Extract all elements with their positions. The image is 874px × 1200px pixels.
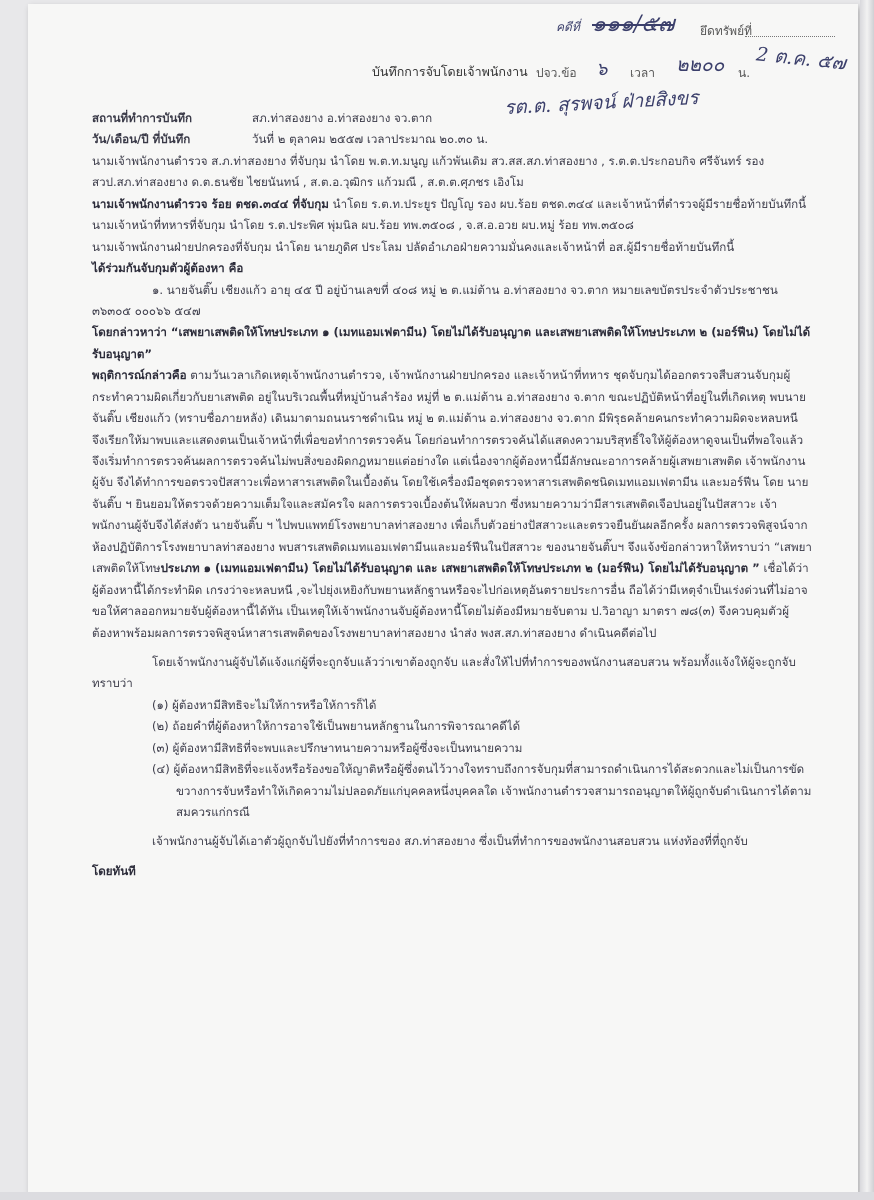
officer-signature-handwritten: รต.ต. สุรพจน์ ฝ่ายสิงขร — [503, 86, 699, 120]
officers-police: นามเจ้าพนักงานตำรวจ ส.ภ.ท่าสองยาง ที่จับกุม นำโดย พ.ต.ท.มนูญ แก้วพันเดิม สว.สส.สภ.ท่าสองยาง , ร.ต.ต.ประกอบกิจ ศรีจันทร์ รอง สวป.สภ.ท่าสองยาง ด.ต.ธนชัย ไชยนันทน์ , ส.ต.อ.วุฒิกร แก้วมณี , ส.ต.ต.ศุภชร เอิงโม — [92, 153, 765, 190]
document-body — [92, 108, 812, 882]
right-item: (๒) ถ้อยคำที่ผู้ต้องหาให้การอาจใช้เป็นพยานหลักฐานในการพิจารณาคดีได้ — [152, 719, 521, 734]
right-item: (๓) ผู้ต้องหามีสิทธิที่จะพบและปรึกษาทนายความหรือผู้ซึ่งจะเป็นทนายความ — [152, 740, 523, 755]
joint-arrest — [92, 258, 812, 279]
time-handwritten: ๒๒๐๐ — [676, 54, 725, 76]
circumstances-charge: ประเภท ๑ (เมทแอมเฟตามีน) โดยไม่ได้รับอนุญาต และ เสพยาเสพติดให้โทษประเภท ๒ (มอร์ฟีน) โดยไม่ได้รับอนุญาต ” — [160, 561, 760, 576]
date-value: วันที่ ๒ ตุลาคม ๒๕๕๗ เวลาประมาณ ๒๐.๓๐ น. — [252, 132, 489, 147]
date-row — [92, 129, 812, 150]
time-suffix: น. — [738, 66, 751, 80]
time-label: เวลา — [630, 66, 655, 80]
officers-border-patrol — [92, 194, 812, 215]
page-edge — [860, 0, 874, 1200]
seized-label: ยึดทรัพย์ที่ — [700, 24, 753, 38]
report-number-handwritten: ๖ — [596, 59, 608, 80]
case-number-handwritten: ๑๑๑/๕๗ — [592, 12, 675, 37]
circumstances-label: พฤติการณ์กล่าวคือ — [92, 368, 187, 383]
charge-text: โดยกล่าวหาว่า “เสพยาเสพติดให้โทษประเภท ๑ (เมทแอมเฟตามีน) โดยไม่ได้รับอนุญาต และเสพยาเสพติดให้โทษประเภท ๒ (มอร์ฟีน) โดยไม่ได้รับอนุญาต” — [92, 325, 811, 361]
closing: เจ้าพนักงานผู้จับได้เอาตัวผู้ถูกจับไปยังที่ทำการของ สภ.ท่าสองยาง ซึ่งเป็นที่ทำการของพนักงานสอบสวน แห่งท้องที่ที่ถูกจับ — [152, 834, 748, 849]
circumstances-text-2: เชื่อได้ว่าผู้ต้องหานี้ได้กระทำผิด เกรงว่าจะหลบหนี ,จะไปยุ่งเหยิงกับพยานหลักฐานหรือจะไปก่อเหตุอันตรายประการอื่น ถือได้ว่ามีเหตุจำเป็นเร่งด่วนที่ไม่อาจขอให้ศาลออกหมายจับผู้ต้องหานี้ได้ทัน เป็นเหตุให้เจ้าพนักงานจับผู้ต้องหานี้โดยไม่ต้องมีหมายจับตาม ป.วิอาญา มาตรา ๗๘(๓) จึงควบคุมตัวผู้ต้องหาพร้อมผลการตรวจพิสูจน์หาสารเสพติดของโรงพยาบาลท่าสองยาง นำส่ง พงส.สภ.ท่าสองยาง ดำเนินคดีต่อไป — [92, 561, 809, 640]
closing-end — [92, 861, 812, 882]
officers-border-text: นำโดย ร.ต.ท.ประยูร ปัญโญ รอง ผบ.ร้อย ตชด.๓๔๔ และเจ้าหน้าที่ตำรวจผู้มีรายชื่อท้ายบันทึกนี้ — [328, 196, 807, 211]
right-item: (๔) ผู้ต้องหามีสิทธิที่จะแจ้งหรือร้องขอให้ญาติหรือผู้ซึ่งตนไว้วางใจทราบถึงการจับกุมที่สามารถดำเนินการได้สะดวกและไม่เป็นการขัดขวางการจับหรือทำให้เกิดความไม่ปลอดภัยแก่บุคคลหนึ่งบุคคลใด เจ้าพนักงานตำรวจสามารถอนุญาตให้ผู้ถูกจับดำเนินการได้ตามสมควรแก่กรณี — [152, 762, 812, 819]
case-label: คดีที่ — [556, 20, 580, 34]
date-handwritten: 2 ต.ค. ๕๗ — [755, 43, 847, 75]
charge — [92, 322, 812, 365]
officers-border-label: นามเจ้าพนักงานตำรวจ ร้อย ตชด.๓๔๔ ที่จับกุม — [92, 196, 329, 211]
place-label: สถานที่ทำการบันทึก — [92, 111, 193, 125]
joint-arrest-text: ได้ร่วมกันจับกุมตัวผู้ต้องหา คือ — [92, 261, 244, 276]
officers-admin: นามเจ้าพนักงานฝ่ายปกครองที่จับกุม นำโดย นายภูดิศ ประโลม ปลัดอำเภอฝ่ายความมั่นคงและเจ้าหน้าที่ อส.ผู้มีรายชื่อท้ายบันทึกนี้ — [92, 239, 735, 254]
page-bottom-edge — [0, 1192, 874, 1200]
circumstances-text-1: ตามวันเวลาเกิดเหตุเจ้าพนักงานตำรวจ, เจ้าพนักงานฝ่ายปกครอง และเจ้าหน้าที่ทหาร ชุดจับกุมได้ออกตรวจสืบสวนจับกุมผู้กระทำความผิดเกี่ยวกับยาเสพติด อยู่ในบริเวณพื้นที่หมู่บ้านลำร้อง หมู่ที่ ๒ ต.แม่ต้าน อ.ท่าสองยาง จ.ตาก ขณะปฏิบัติหน้าที่อยู่ในที่เกิดเหตุ พบนายจันติ๊บ เชียงแก้ว (ทราบชื่อภายหลัง) เดินมาตามถนนราชดำเนิน หมู่ ๒ ต.แม่ต้าน อ.ท่าสองยาง จว.ตาก มีพิรุธคล้ายคนกระทำความผิดจะหลบหนี จึงเรียกให้มาพบและแสดงตนเป็นเจ้าหน้าที่เพื่อขอทำการตรวจค้น โดยก่อนทำการตรวจค้นได้แสดงความบริสุทธิ์ใจให้ผู้ต้องหาดูจนเป็นที่พอใจแล้ว จึงเริ่มทำการตรวจค้นผลการตรวจค้นไม่พบสิ่งของผิดกฎหมายแต่อย่างใด แต่เนื่องจากผู้ต้องหานี้มีลักษณะอาการคล้ายผู้เสพยาเสพติด เจ้าพนักงานผู้จับ จึงได้ทำการขอตรวจปัสสาวะเพื่อหาสารเสพติดในเบื้องต้น โดยใช้เครื่องมือชุดตรวจหาสารเสพติดชนิดเมทแอมเฟตามีน และมอร์ฟีน โดย นายจันติ๊บ ฯ ยินยอมให้ตรวจด้วยความเต็มใจและสมัครใจ ผลการตรวจเบื้องต้นให้ผลบวก ซึ่งหมายความว่ามีสารเสพติดเจือปนอยู่ในปัสสาวะ เจ้าพนักงานผู้จับจึงได้ส่งตัว นายจันติ๊บ ฯ ไปพบแพทย์โรงพยาบาลท่าสองยาง เพื่อเก็บตัวอย่างปัสสาวะและตรวจยืนยันผลอีกครั้ง ผลการตรวจพิสูจน์จากห้องปฏิบัติการโรงพยาบาลท่าสองยาง พบสารเสพติดเมทแอมเฟตามีนและมอร์ฟีนในปัสสาวะ ของนายจันติ๊บฯ จึงแจ้งข้อกล่าวหาให้ทราบว่า “เสพยาเสพติดให้โทษ — [92, 368, 812, 576]
place-row — [92, 108, 812, 129]
page-title: บันทึกการจับโดยเจ้าพนักงาน — [372, 64, 528, 79]
date-label: วัน/เดือน/ปี ที่บันทึก — [92, 132, 191, 147]
seized-dotted-line — [745, 36, 835, 37]
rights-intro: โดยเจ้าพนักงานผู้จับได้แจ้งแก่ผู้ที่จะถูกจับแล้วว่าเขาต้องถูกจับ และสั่งให้ไปที่ทำการของพนักงานสอบสวน พร้อมทั้งแจ้งให้ผู้จะถูกจับทราบว่า — [92, 654, 796, 691]
place-value: สภ.ท่าสองยาง อ.ท่าสองยาง จว.ตาก — [252, 111, 433, 125]
officers-military: นามเจ้าหน้าที่ทหารที่จับกุม นำโดย ร.ต.ประพิศ พุ่มนิล ผบ.ร้อย ทพ.๓๕๐๘ , จ.ส.อ.อวย ผบ.หมู่ ร้อย ทพ.๓๕๐๘ — [92, 218, 634, 233]
right-item: (๑) ผู้ต้องหามีสิทธิจะไม่ให้การหรือให้การก็ได้ — [152, 697, 377, 712]
circumstances — [92, 365, 812, 644]
closing-end-text: โดยทันที — [92, 863, 136, 878]
suspect-info: ๑. นายจันติ๊บ เชียงแก้ว อายุ ๔๕ ปี อยู่บ้านเลขที่ ๔๐๘ หมู่ ๒ ต.แม่ต้าน อ.ท่าสองยาง จว.ตาก หมายเลขบัตรประจำตัวประชาชน ๓๖๓๐๕ ๐๐๐๖๖ ๕๔๗ — [92, 282, 778, 318]
report-label: ปจว.ข้อ — [536, 66, 577, 80]
rights-list — [92, 695, 812, 824]
